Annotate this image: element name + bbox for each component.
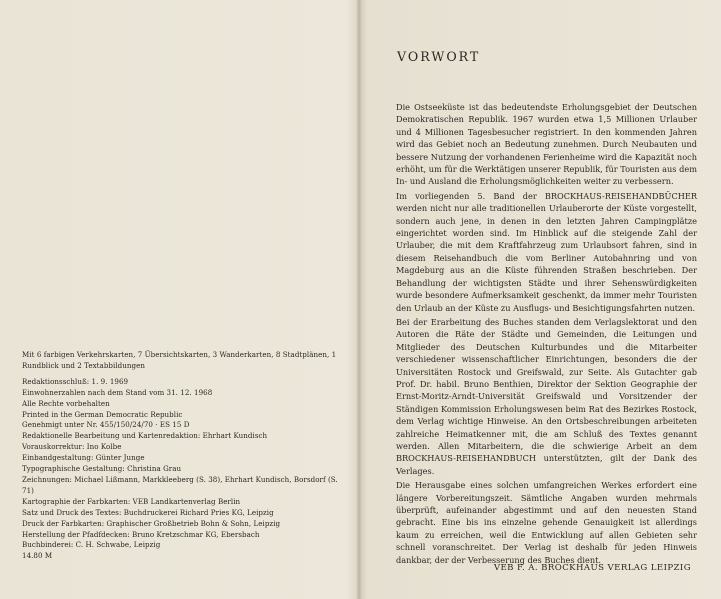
page-title: VORWORT <box>397 49 481 64</box>
paragraph: Bei der Erarbeitung des Buches standen dem Verlagslektorat und den Autoren die Räte der Städte und Gemeinden, die Leitungen und Mitglieder des Deutschen Kulturbundes und die Mitarbeiter verschiedener wissenschaftlicher Einrichtungen, besonders die der Universitäten Rostock und Greifswald, zur Seite. Als Gutachter gab Prof. Dr. habil. Bruno Benthien, Direktor der Sektion Geographie der Ernst-Moritz-Arndt-Universität Greifswald und Vorsitzender der Ständigen Kommission Erholungswesen beim Rat des Bezirkes Rostock, dem Verlag wichtige Hinweise. An den Ortsbeschreibungen arbeiteten zahlreiche Heimatkenner mit, die am Schluß des Textes genannt werden. Allen Mitarbeitern, die die schwierige Arbeit an dem BROCKHAUS-REISEHANDBUCH unterstützten, gilt der Dank des Verlages. <box>396 316 697 476</box>
imprint-line: Printed in the German Democratic Republic <box>22 409 183 419</box>
price-line: 14.80 M <box>22 551 53 561</box>
foreword-text <box>396 101 697 566</box>
publisher-signature: VEB F. A. BROCKHAUS VERLAG LEIPZIG <box>493 563 691 573</box>
imprint-line: Genehmigt unter Nr. 455/150/24/70 · ES 15 D <box>22 420 190 430</box>
left-page <box>0 0 358 599</box>
imprint-line: Alle Rechte vorbehalten <box>22 398 110 408</box>
imprint-block <box>22 350 340 562</box>
paragraph: Die Herausgabe eines solchen umfangreichen Werkes erfordert eine längere Vorbereitungszeit. Sämtliche Angaben wurden mehrmals überprüft, aufeinander abgestimmt und auf den neuesten Stand gebracht. Eine bis ins einzelne gehende Genauigkeit ist allerdings kaum zu erreichen, weil die Entwicklung auf allen Gebieten sehr schnell voranschreitet. Der Verlag ist deshalb für jeden Hinweis dankbar, der der Verbesserung des Buches dient. <box>396 480 697 565</box>
imprint-line: Vorauskorrektur: Ino Kolbe <box>22 442 122 452</box>
imprint-line: Buchbinderei: C. H. Schwabe, Leipzig <box>22 540 161 550</box>
imprint-line: Typographische Gestaltung: Christina Grau <box>22 464 182 474</box>
imprint-line: Einwohnerzahlen nach dem Stand vom 31. 12. 1968 <box>22 387 213 397</box>
imprint-line: Druck der Farbkarten: Graphischer Großbetrieb Bohn & Sohn, Leipzig <box>22 518 281 528</box>
imprint-line: Zeichnungen: Michael Lißmann, Markkleeberg (S. 38), Ehrhart Kundisch, Borsdorf (S. 71) <box>22 474 338 495</box>
imprint-line: Redaktionsschluß: 1. 9. 1969 <box>22 376 129 386</box>
right-page <box>360 0 721 599</box>
imprint-line: Kartographie der Farbkarten: VEB Landkartenverlag Berlin <box>22 496 241 506</box>
imprint-line: Herstellung der Pfadfdecken: Bruno Kretzschmar KG, Ebersbach <box>22 529 260 539</box>
imprint-line: Satz und Druck des Textes: Buchdruckerei Richard Pries KG, Leipzig <box>22 507 274 517</box>
imprint-line: Einbandgestaltung: Günter Junge <box>22 453 145 463</box>
imprint-intro: Mit 6 farbigen Verkehrskarten, 7 Übersichtskarten, 3 Wanderkarten, 8 Stadtplänen, 1 Rundblick und 2 Textabbildungen <box>22 350 337 370</box>
paragraph: Die Ostseeküste ist das bedeutendste Erholungsgebiet der Deutschen Demokratischen Republik. 1967 wurden etwa 1,5 Millionen Urlauber und 4 Millionen Tagesbesucher registriert. In den kommenden Jahren wird das Gebiet noch an Bedeutung zunehmen. Durch Neubauten und bessere Nutzung der vorhandenen Ferienheime wird die Kapazität noch erhöht, um für die Werktätigen unserer Republik, für Touristen aus dem In- und Ausland die Erholungsmöglichkeiten weiter zu verbessern. <box>396 102 697 187</box>
paragraph: Im vorliegenden 5. Band der BROCKHAUS-REISEHANDBÜCHER werden nicht nur alle traditionellen Urlauberorte der Küste vorgestellt, sondern auch jene, in denen in den letzten Jahren Campingplätze eingerichtet worden sind. Im Hinblick auf die steigende Zahl der Urlauber, die mit dem Kraftfahrzeug zum Urlaubsort fahren, sind in diesem Reisehandbuch die vom Berliner Autobahnring und von Magdeburg aus an die Küste führenden Straßen beschrieben. Der Behandlung der wichtigsten Städte und ihrer Sehenswürdigkeiten wurde besondere Aufmerksamkeit geschenkt, da immer mehr Touristen den Urlaub an der Küste zu Ausflugs- und Besichtigungsfahrten nutzen. <box>396 190 697 313</box>
imprint-line: Redaktionelle Bearbeitung und Kartenredaktion: Ehrhart Kundisch <box>22 431 268 441</box>
